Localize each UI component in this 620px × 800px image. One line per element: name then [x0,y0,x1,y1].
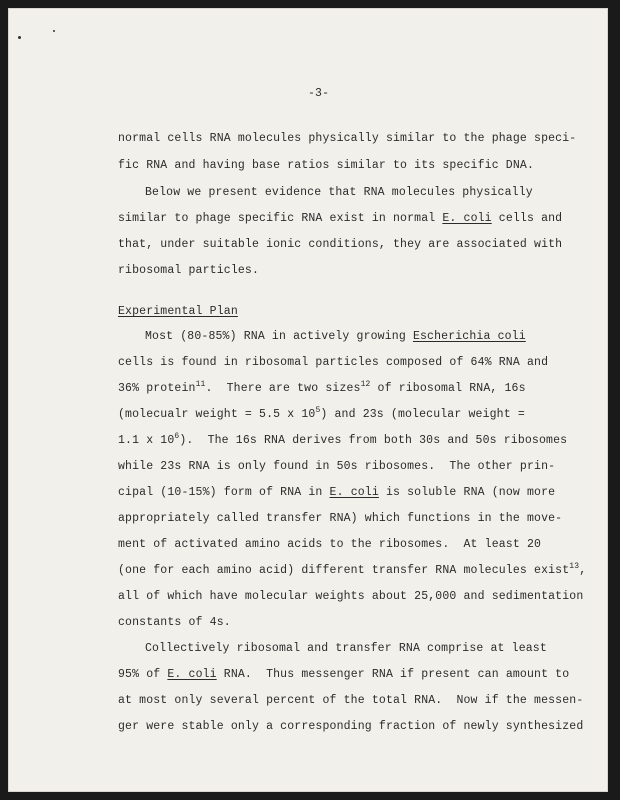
text-line: ment of activated amino acids to the ribosomes. At least 20 [118,538,542,551]
text-fragment: Most (80-85%) RNA in actively growing [145,330,413,343]
text-line: Collectively ribosomal and transfer RNA comprise at least [145,642,547,655]
species-name: E. coli [329,486,379,499]
text-fragment: of ribosomal RNA, 16s [370,382,526,395]
text-line: ribosomal particles. [118,264,260,277]
text-fragment: is soluble RNA (now more [378,486,556,499]
ink-speck [53,30,55,32]
page-number: -3- [308,87,330,100]
text-line [118,668,569,682]
text-fragment: (one for each amino acid) different transfer RNA molecules exist [118,564,570,577]
species-name: E. coli [167,668,217,681]
text-line [118,382,526,396]
exponent: 5 [315,406,321,415]
text-fragment: . There are two sizes [205,382,361,395]
text-line: while 23s RNA is only found in 50s ribosomes. The other prin- [118,460,556,473]
text-line [118,564,586,578]
text-line: at most only several percent of the total RNA. Now if the messen- [118,694,584,707]
text-fragment: 1.1 x 10 [118,434,175,447]
text-line: all of which have molecular weights about 25,000 and sedimentation [118,590,584,603]
text-line [118,408,525,422]
text-line [118,434,567,448]
text-fragment: 36% protein [118,382,196,395]
text-line [145,330,526,344]
text-line: fic RNA and having base ratios similar to its specific DNA. [118,159,535,172]
species-name: E. coli [442,212,492,225]
text-line: normal cells RNA molecules physically similar to the phage speci- [118,132,577,145]
text-line: cells is found in ribosomal particles composed of 64% RNA and [118,356,549,369]
text-fragment: ). The 16s RNA derives from both 30s and 50s ribosomes [179,434,568,447]
document-page [8,8,608,792]
text-line: appropriately called transfer RNA) which functions in the move- [118,512,563,525]
text-fragment: , [579,564,587,577]
text-line [118,212,562,226]
text-fragment: similar to phage specific RNA exist in normal [118,212,443,225]
citation-superscript: 12 [360,380,371,389]
species-name: Escherichia coli [412,330,526,343]
section-heading: Experimental Plan [118,305,238,318]
text-fragment: cipal (10-15%) form of RNA in [118,486,330,499]
citation-superscript: 13 [569,562,580,571]
text-fragment: (molecualr weight = 5.5 x 10 [118,408,316,421]
citation-superscript: 11 [195,380,206,389]
text-fragment: RNA. Thus messenger RNA if present can amount to [216,668,570,681]
exponent: 6 [174,432,180,441]
text-fragment: ) and 23s (molecular weight = [320,408,525,421]
text-fragment: cells and [491,212,563,225]
text-line: that, under suitable ionic conditions, they are associated with [118,238,563,251]
ink-speck [18,36,21,39]
text-line: Below we present evidence that RNA molecules physically [145,186,533,199]
text-line [118,486,555,500]
text-line: constants of 4s. [118,616,231,629]
text-line: ger were stable only a corresponding fraction of newly synthesized [118,720,584,733]
text-fragment: 95% of [118,668,168,681]
